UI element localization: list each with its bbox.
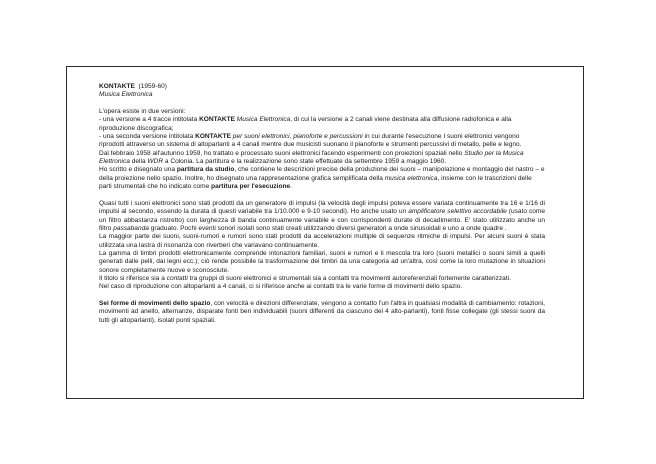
work-subtitle: Musica Elettronica [99,91,153,99]
document-body [99,83,545,325]
paragraph-timbres: La gamma di timbri prodotti elettronicamente comprende intonazioni familiari, suoni e rumori e li mescola tra loro (suoni metallici o suoni simili a quelli generati dalle pelli, dai legni ecc.); ciò rende possibile la trasformazione dei timbri da una categoria ad un'altra, così come la loro mutazione in situazioni sonore completamente nuove e sconosciute. [99,249,545,274]
intro-line: L'opera esiste in due versioni: [99,108,186,116]
version-one: - una versione a 4 tracce intitolata KONTAKTE Musica Elettronica, di cui la versione a 2 canali viene destinata alla diffusione radiofonica e alla riproduzione discografica; [99,116,512,132]
version-two: - una seconda versione intitolata KONTAKTE per suoni elettronici, pianoforte e percussioni in cui durante l'esecuzione I suoni elettronici vengono riprodotti attraverso un sistema di altoparlanti a 4 canali mentre due musicisti suonano il pianoforte e strumenti percussivi di metallo, pelle e legno. [99,133,522,149]
paragraph-impulses: La maggior parte dei suoni, suoni-rumori e rumori sono stati prodotti da accelerazioni multiple di sequenze ritmiche di impulsi. Per alcuni suoni è stata utilizzata una lastra di risonanza con riverberi che variavano continuamente. [99,233,545,249]
paragraph-loudspeakers: Nel caso di riproduzione con altoparlanti a 4 canali, ci si riferisce anche ai contatti tra le varie forme di movimenti dello spazio. [99,283,463,291]
paragraph-studio: Dal febbraio 1958 all'autunno 1959, ho trattato e processato suoni elettronici facendo esperimenti con proiezioni spaziali nello Studio per la Musica Elettronica della WDR a Colonia. La partitura e la realizzazione sono state effettuate da settembre 1959 a maggio 1960. [99,149,524,166]
work-years: (1959-60) [138,83,167,90]
paragraph-generator: Quasi tutti i suoni elettronici sono stati prodotti da un generatore di impulsi (la velocità degli impulsi poteva essere variata continuamente tra 16 e 1/16 di impulsi al secondo, essendo la durata di questi variabile tra 1/10.000 e 9-10 secondi). Ho anche usato un amplificatore selettivo accordabile (usato come un filtro abbastanza ristretto) con larghezza di banda continuamente variabile e con corrispondenti durate di decadimento. E' stato utilizzato anche un filtro passabanda graduato. Pochi eventi sonori isolati sono stati creati utilizzando diversi generatori a onde sinusoidali e uno a onde quadre . [99,199,546,232]
work-title: KONTAKTE [99,83,135,90]
heading [99,83,545,91]
paragraph-space-movements: Sei forme di movimenti dello spazio, con velocità e direzioni differenziate, vengono a contatto l'un l'altra in qualsiasi modalità di cambiamento: rotazioni, movimenti ad anello, alternanze, disparate fonti ben individuabili (suoni differenti da ciascuno dei 4 alto-parlanti), fonti fisse collegate (gli stessi suoni da tutti gli altoparlanti), isolati punti spaziali. [99,299,545,324]
paragraph-title-meaning: Il titolo si riferisce sia a contatti tra gruppi di suoni elettronici e strumentali sia a contatti tra movimenti autoreferenziali fortemente caratterizzati. [99,274,511,282]
paragraph-score: Ho scritto e disegnato una partitura da studio, che contiene le descrizioni precise della produzione dei suoni – manipolazione e montaggio del nastro – e della proiezione nello spazio. Inoltre, ho disegnato una rappresentazione grafica semplificata della musica elettronica, insieme con le trascrizioni delle parti strumentali che ho indicato come partitura per l'esecuzione. [99,166,545,191]
